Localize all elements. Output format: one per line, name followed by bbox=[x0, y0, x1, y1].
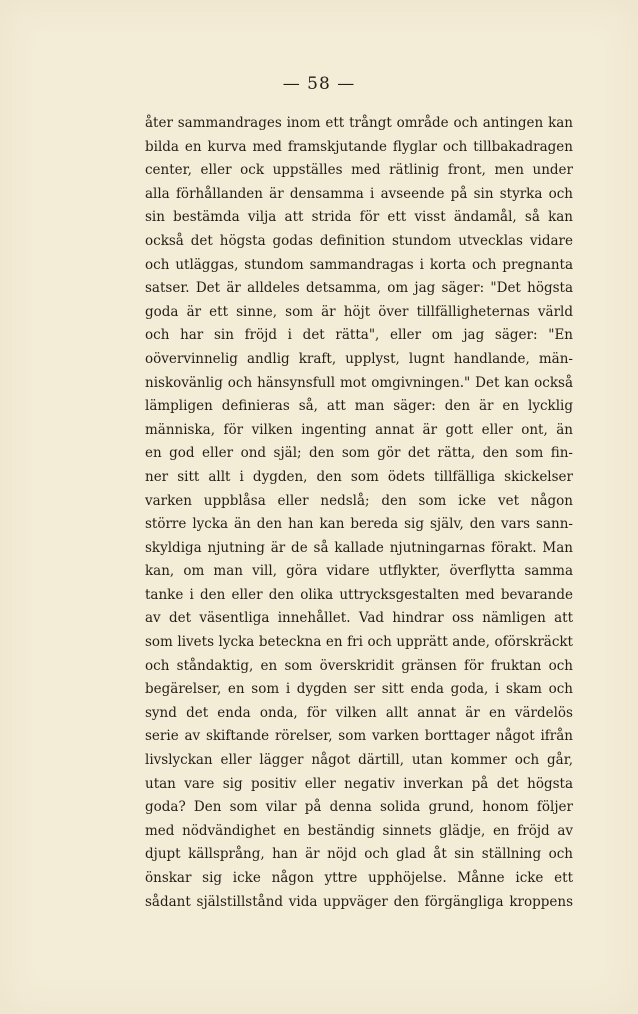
text-line: människa, för vilken ingenting annat är gott eller ont, än bbox=[145, 421, 573, 438]
text-line: serie av skiftande rörelser, som varken borttager något ifrån bbox=[145, 728, 573, 745]
text-line: och utläggas, stundom sammandragas i korta och pregnanta bbox=[145, 256, 573, 273]
text-line: bilda en kurva med framskjutande flyglar och tillbakadragen bbox=[145, 138, 573, 155]
text-line: ner sitt allt i dygden, den som ödets tillfälliga skickelser bbox=[145, 468, 573, 485]
text-line: åter sammandrages inom ett trångt område och antingen kan bbox=[145, 115, 573, 131]
text-line: sin bestämda vilja att strida för ett visst ändamål, så kan bbox=[145, 209, 573, 226]
text-line: lämpligen definieras så, att man säger: den är en lycklig bbox=[145, 398, 573, 415]
text-line: av det väsentliga innehållet. Vad hindrar oss nämligen att bbox=[145, 610, 573, 627]
text-line: center, eller ock uppställes med rätlinig front, men under bbox=[145, 162, 573, 179]
text-line: en god eller ond själ; den som gör det rätta, den som fin- bbox=[145, 445, 573, 462]
page-number: — 58 — bbox=[282, 74, 356, 94]
text-line: satser. Det är alldeles detsamma, om jag säger: "Det högsta bbox=[145, 280, 573, 297]
text-line: med nödvändighet en beständig sinnets glädje, en fröjd av bbox=[145, 822, 573, 839]
text-line: goda? Den som vilar på denna solida grund, honom följer bbox=[145, 799, 573, 816]
text-line: tanke i den eller den olika uttrycksgestalten med bevarande bbox=[145, 586, 573, 603]
text-line: niskovänlig och hänsynsfull mot omgivningen." Det kan också bbox=[145, 374, 573, 391]
text-line: sådant själstillstånd vida uppväger den förgängliga kroppens bbox=[145, 893, 573, 910]
text-line: och ståndaktig, en som överskridit gränsen för fruktan och bbox=[145, 657, 573, 674]
text-line: önskar sig icke någon yttre upphöjelse. Månne icke ett bbox=[145, 870, 573, 886]
text-line: oövervinnelig andlig kraft, upplyst, lugnt handlande, män- bbox=[145, 350, 573, 367]
text-line: som livets lycka beteckna en fri och upprätt ande, oförskräckt bbox=[145, 634, 573, 651]
text-line: skyldiga njutning är de så kallade njutningarnas förakt. Man bbox=[145, 539, 573, 556]
text-line: också det högsta godas definition stundom utvecklas vidare bbox=[145, 232, 573, 249]
text-line: och har sin fröjd i det rätta", eller om jag säger: "En bbox=[145, 327, 573, 344]
text-line: djupt källsprång, han är nöjd och glad åt sin ställning och bbox=[145, 846, 573, 863]
text-line: begärelser, en som i dygden ser sitt enda goda, i skam och bbox=[145, 681, 573, 698]
text-line: alla förhållanden är densamma i avseende på sin styrka och bbox=[145, 185, 573, 202]
text-line: synd det enda onda, för vilken allt annat är en värdelös bbox=[145, 704, 573, 721]
text-line: utan vare sig positiv eller negativ inverkan på det högsta bbox=[145, 775, 573, 792]
text-line: varken uppblåsa eller nedslå; den som icke vet någon bbox=[145, 492, 573, 509]
body-text bbox=[145, 112, 573, 914]
text-line: större lycka än den han kan bereda sig själv, den vars sann- bbox=[145, 516, 573, 533]
text-line: kan, om man vill, göra vidare utflykter, överflytta samma bbox=[145, 563, 573, 580]
text-line: goda är ett sinne, som är höjt över tillfälligheternas värld bbox=[145, 303, 573, 320]
text-line: livslyckan eller lägger något därtill, utan kommer och går, bbox=[145, 752, 573, 769]
